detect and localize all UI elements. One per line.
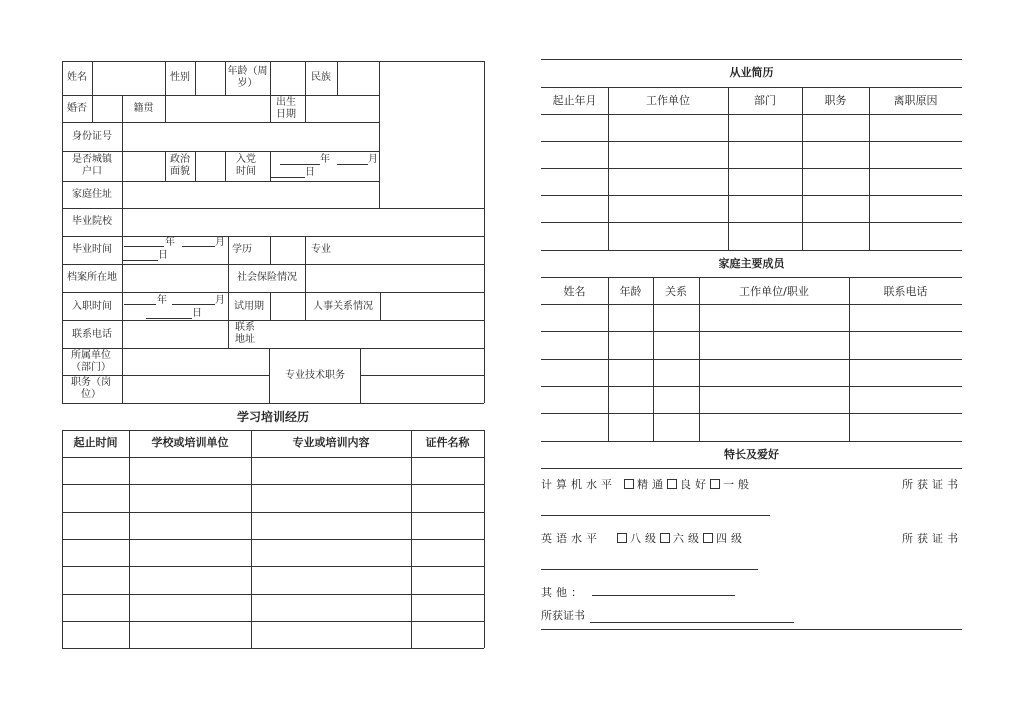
other-label: 其他：	[541, 586, 586, 599]
training-title: 学习培训经历	[236, 410, 309, 424]
work-header-dept: 部门	[754, 94, 776, 107]
school-label: 毕业院校	[72, 216, 112, 227]
computer-option-basic: 一般	[723, 478, 753, 491]
family-header-age: 年龄	[619, 285, 642, 298]
grad-day: 日	[158, 250, 168, 261]
english-option-8: 八级	[630, 532, 660, 545]
entry-day: 日	[192, 308, 202, 319]
skills-title: 特长及爱好	[724, 448, 779, 461]
training-header-cert: 证件名称	[425, 436, 470, 449]
family-header-job: 工作单位/职业	[739, 285, 809, 298]
archive-label: 档案所在地	[67, 272, 117, 283]
family-title: 家庭主要成员	[718, 257, 785, 270]
english-level-label: 英语水平	[541, 532, 601, 545]
social-label: 社会保险情况	[237, 272, 297, 283]
personnel-label: 人事关系情况	[313, 301, 373, 312]
work-header-company: 工作单位	[646, 94, 690, 107]
family-header-relation: 关系	[665, 285, 687, 298]
ethnicity-label: 民族	[311, 72, 331, 83]
id-label: 身份证号	[72, 131, 112, 142]
grad-time-label: 毕业时间	[72, 244, 112, 255]
training-header-school: 学校或培训单位	[151, 436, 229, 449]
education-label: 学历	[232, 244, 252, 255]
phone-label: 联系电话	[72, 329, 112, 340]
party-day: 日	[305, 167, 315, 178]
name-label: 姓名	[67, 72, 87, 83]
checkbox-icon[interactable]	[667, 479, 677, 489]
work-header-reason: 离职原因	[893, 94, 938, 107]
tech-label: 专业技术职务	[285, 370, 345, 381]
checkbox-icon[interactable]	[660, 533, 670, 543]
computer-cert-line[interactable]	[541, 515, 770, 516]
cert-label: 所获证书	[541, 609, 585, 622]
work-title: 从业简历	[729, 66, 774, 79]
cert-line[interactable]	[590, 622, 794, 623]
address-label: 家庭住址	[72, 189, 112, 200]
entry-month: 月	[215, 295, 225, 306]
dept-label: 所属单位（部门）	[71, 350, 111, 373]
checkbox-icon[interactable]	[624, 479, 634, 489]
birth-label: 出生日期	[276, 97, 296, 120]
grad-year: 年	[165, 237, 175, 248]
english-level-row	[541, 530, 746, 546]
english-cert-label: 所获证书	[902, 532, 962, 545]
work-header-position: 职务	[824, 94, 847, 107]
computer-cert-label: 所获证书	[902, 478, 962, 491]
hukou-label: 是否城镇户口	[72, 154, 112, 177]
computer-level-row	[541, 476, 753, 492]
checkbox-icon[interactable]	[617, 533, 627, 543]
probation-label: 试用期	[234, 301, 264, 312]
english-option-4: 四级	[716, 532, 746, 545]
entry-year: 年	[157, 295, 167, 306]
major-label: 专业	[311, 244, 331, 255]
other-line[interactable]	[592, 595, 735, 596]
gender-label: 性别	[170, 72, 190, 83]
english-option-6: 六级	[673, 532, 703, 545]
native-label: 籍贯	[133, 103, 154, 114]
training-header-time: 起止时间	[73, 436, 118, 449]
computer-option-good: 良好	[680, 478, 710, 491]
post-label: 职务（岗位）	[71, 377, 111, 400]
contact-addr-label: 联系地址	[235, 322, 255, 345]
computer-level-label: 计算机水平	[541, 478, 616, 491]
work-header-period: 起止年月	[552, 94, 597, 107]
marital-label: 婚否	[67, 103, 87, 114]
computer-option-expert: 精通	[637, 478, 667, 491]
party-label: 入党时间	[236, 154, 256, 177]
training-header-content: 专业或培训内容	[292, 436, 370, 449]
family-header-name: 姓名	[563, 285, 586, 298]
grad-month: 月	[215, 237, 225, 248]
english-cert-line[interactable]	[541, 569, 758, 570]
family-header-phone: 联系电话	[883, 285, 928, 298]
checkbox-icon[interactable]	[710, 479, 720, 489]
party-year: 年	[320, 154, 330, 165]
entry-label: 入职时间	[72, 301, 112, 312]
political-label: 政治面貌	[170, 154, 190, 177]
party-month: 月	[368, 154, 378, 165]
age-label: 年龄（周岁）	[227, 66, 268, 89]
checkbox-icon[interactable]	[703, 533, 713, 543]
